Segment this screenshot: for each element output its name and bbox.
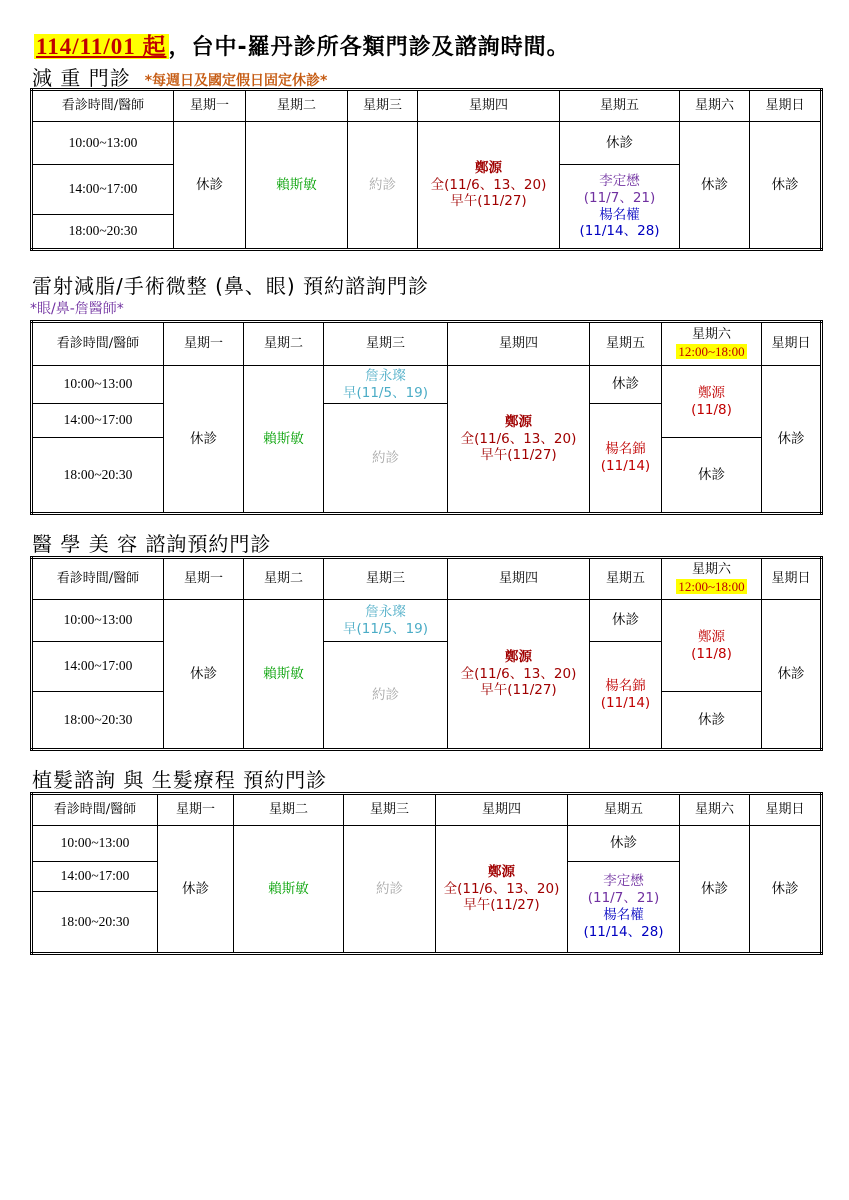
header-sat-label: 星期六 <box>691 562 731 578</box>
fri-doctor-1: 李定懋 <box>603 873 644 890</box>
header-mon: 星期一 <box>174 90 246 122</box>
thu-dates-full: 全(11/6、13、20) <box>443 880 560 897</box>
sat-cell: 休診 <box>680 826 750 954</box>
wed-pm-cell: 約診 <box>324 404 448 514</box>
header-sat-label: 星期六 <box>691 327 731 343</box>
section-3-title: 醫 學 美 容 諮詢預約門診 <box>32 532 272 556</box>
header-fri: 星期五 <box>568 794 680 826</box>
header-sat: 星期六 <box>680 90 750 122</box>
sat-dates: (11/8) <box>691 401 732 418</box>
header-thu: 星期四 <box>418 90 560 122</box>
header-wed: 星期三 <box>324 558 448 600</box>
header-tue: 星期二 <box>244 322 324 366</box>
table-row <box>32 826 822 862</box>
tue-cell: 賴斯敏 <box>234 826 344 954</box>
header-mon: 星期一 <box>158 794 234 826</box>
sat-pm-cell: 休診 <box>662 692 762 750</box>
thu-dates-half: 早午(11/27) <box>480 447 557 464</box>
table-header-row <box>32 90 822 122</box>
section-2-subnote: *眼/鼻-詹醫師* <box>30 301 124 317</box>
mon-cell: 休診 <box>164 600 244 750</box>
thu-doctor: 鄭源 <box>488 863 515 880</box>
time-slot-morning: 10:00~13:00 <box>32 826 158 862</box>
thu-dates-full: 全(11/6、13、20) <box>460 430 577 447</box>
table-row <box>32 600 822 642</box>
header-sun: 星期日 <box>750 794 822 826</box>
header-wed: 星期三 <box>324 322 448 366</box>
wed-dates: 早(11/5、19) <box>342 620 429 637</box>
header-sat <box>662 322 762 366</box>
fri-doctor: 楊名錦 <box>605 441 646 458</box>
header-mon: 星期一 <box>164 558 244 600</box>
header-fri: 星期五 <box>590 558 662 600</box>
thu-dates-half: 早午(11/27) <box>480 682 557 699</box>
hair-transplant-schedule-table <box>30 792 823 955</box>
fri-pm-cell <box>590 642 662 750</box>
time-slot-morning: 10:00~13:00 <box>32 122 174 165</box>
tue-cell: 賴斯敏 <box>244 600 324 750</box>
header-time-doctor: 看診時間/醫師 <box>32 558 164 600</box>
medical-aesthetics-schedule-table <box>30 556 823 751</box>
fri-dates: (11/14) <box>600 695 651 711</box>
tue-cell: 賴斯敏 <box>246 122 348 250</box>
table-header-row <box>32 322 822 366</box>
wed-pm-cell: 約診 <box>324 642 448 750</box>
time-slot-afternoon: 14:00~17:00 <box>32 862 158 892</box>
sun-cell: 休診 <box>750 826 822 954</box>
header-thu: 星期四 <box>448 322 590 366</box>
thu-cell <box>418 122 560 250</box>
time-slot-evening: 18:00~20:30 <box>32 892 158 954</box>
header-tue: 星期二 <box>234 794 344 826</box>
header-sun: 星期日 <box>762 558 822 600</box>
page-title <box>34 28 570 61</box>
fri-doctor-1: 李定懋 <box>599 172 640 189</box>
header-sat: 星期六 <box>680 794 750 826</box>
header-wed: 星期三 <box>344 794 436 826</box>
header-thu: 星期四 <box>448 558 590 600</box>
header-time-doctor: 看診時間/醫師 <box>32 90 174 122</box>
mon-cell: 休診 <box>164 366 244 514</box>
table-header-row <box>32 794 822 826</box>
time-slot-evening: 18:00~20:30 <box>32 438 164 514</box>
sun-cell: 休診 <box>762 600 822 750</box>
header-tue: 星期二 <box>244 558 324 600</box>
header-sun: 星期日 <box>750 90 822 122</box>
time-slot-evening: 18:00~20:30 <box>32 215 174 250</box>
thu-dates-half: 早午(11/27) <box>463 897 540 914</box>
fri-am-cell: 休診 <box>560 122 680 165</box>
sat-doctor: 鄭源 <box>698 384 725 401</box>
time-slot-evening: 18:00~20:30 <box>32 692 164 750</box>
section-1-heading <box>32 62 327 91</box>
fri-doctor-2-dates: (11/14、28) <box>583 923 664 940</box>
time-slot-afternoon: 14:00~17:00 <box>32 165 174 215</box>
fri-pm-cell <box>560 165 680 250</box>
time-slot-morning: 10:00~13:00 <box>32 600 164 642</box>
header-wed: 星期三 <box>348 90 418 122</box>
mon-cell: 休診 <box>174 122 246 250</box>
time-slot-afternoon: 14:00~17:00 <box>32 404 164 438</box>
thu-cell <box>436 826 568 954</box>
thu-cell <box>448 600 590 750</box>
mon-cell: 休診 <box>158 826 234 954</box>
laser-surgery-schedule-table <box>30 320 823 515</box>
table-row <box>32 122 822 165</box>
fri-am-cell: 休診 <box>568 826 680 862</box>
fri-doctor-2-dates: (11/14、28) <box>579 223 660 240</box>
sat-hours-highlight: 12:00~18:00 <box>678 343 745 359</box>
sat-am-cell <box>662 600 762 692</box>
fri-doctor-1-dates: (11/7、21) <box>587 890 660 907</box>
header-sat <box>662 558 762 600</box>
wed-dates: 早(11/5、19) <box>342 384 429 401</box>
wed-am-cell <box>324 366 448 404</box>
thu-dates-full: 全(11/6、13、20) <box>430 176 547 193</box>
thu-doctor: 鄭源 <box>475 159 502 176</box>
table-header-row <box>32 558 822 600</box>
tue-cell: 賴斯敏 <box>244 366 324 514</box>
sun-cell: 休診 <box>750 122 822 250</box>
fri-pm-cell <box>568 862 680 954</box>
fri-pm-cell <box>590 404 662 514</box>
header-fri: 星期五 <box>590 322 662 366</box>
wed-doctor: 詹永璨 <box>365 603 406 620</box>
header-time-doctor: 看診時間/醫師 <box>32 794 158 826</box>
weight-loss-schedule-table <box>30 88 823 251</box>
fri-doctor-2: 楊名權 <box>603 907 644 923</box>
thu-doctor: 鄭源 <box>505 413 532 430</box>
sun-cell: 休診 <box>762 366 822 514</box>
header-mon: 星期一 <box>164 322 244 366</box>
sat-pm-cell: 休診 <box>662 438 762 514</box>
header-time-doctor: 看診時間/醫師 <box>32 322 164 366</box>
fri-doctor: 楊名錦 <box>605 678 646 695</box>
thu-doctor: 鄭源 <box>505 648 532 665</box>
sat-doctor: 鄭源 <box>698 628 725 645</box>
time-slot-morning: 10:00~13:00 <box>32 366 164 404</box>
sat-dates: (11/8) <box>691 645 732 662</box>
header-tue: 星期二 <box>246 90 348 122</box>
header-fri: 星期五 <box>560 90 680 122</box>
sat-hours-highlight: 12:00~18:00 <box>678 578 745 594</box>
section-1-title: 減 重 門診 <box>32 66 131 90</box>
fri-doctor-2: 楊名權 <box>599 206 640 223</box>
sat-am-cell <box>662 366 762 438</box>
wed-cell: 約診 <box>344 826 436 954</box>
header-thu: 星期四 <box>436 794 568 826</box>
section-1-note: *每週日及國定假日固定休診* <box>144 73 328 89</box>
thu-dates-half: 早午(11/27) <box>450 193 527 210</box>
wed-cell: 約診 <box>348 122 418 250</box>
fri-am-cell: 休診 <box>590 600 662 642</box>
fri-doctor-1-dates: (11/7、21) <box>583 189 656 206</box>
fri-am-cell: 休診 <box>590 366 662 404</box>
section-2-heading <box>32 270 429 299</box>
title-text: ，台中-羅丹診所各類門診及諮詢時間。 <box>168 35 570 60</box>
header-sun: 星期日 <box>762 322 822 366</box>
section-4-title: 植髮諮詢 與 生髮療程 預約門診 <box>32 768 328 792</box>
table-row <box>32 366 822 404</box>
wed-am-cell <box>324 600 448 642</box>
section-4-heading <box>32 764 327 793</box>
section-2-title: 雷射減脂/手術微整 (鼻、眼) 預約諮詢門診 <box>32 274 430 298</box>
thu-dates-full: 全(11/6、13、20) <box>460 665 577 682</box>
section-3-heading <box>32 528 271 557</box>
time-slot-afternoon: 14:00~17:00 <box>32 642 164 692</box>
sat-cell: 休診 <box>680 122 750 250</box>
thu-cell <box>448 366 590 514</box>
effective-date: 114/11/01 起 <box>36 34 167 59</box>
wed-doctor: 詹永璨 <box>365 367 406 384</box>
fri-dates: (11/14) <box>600 458 651 474</box>
